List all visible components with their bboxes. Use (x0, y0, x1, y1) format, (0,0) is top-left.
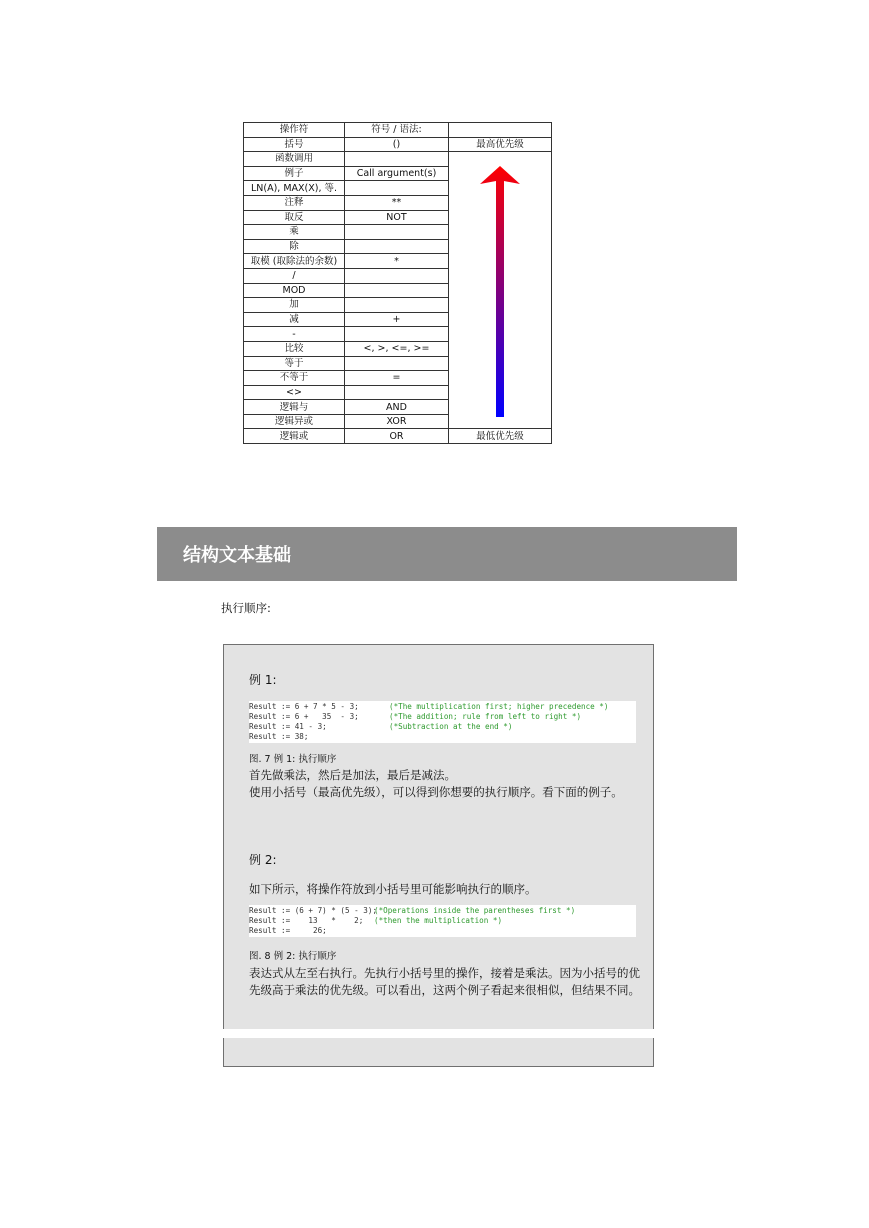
operator-cell: 括号 (244, 137, 345, 152)
operator-cell: 取模 (取除法的余数) (244, 254, 345, 269)
code-comment: (*Operations inside the parentheses first *) (374, 906, 576, 915)
operator-cell: - (244, 327, 345, 342)
symbol-cell (345, 283, 449, 298)
code-line (249, 916, 636, 926)
code-statement: Result := 13 * 2; (249, 916, 364, 925)
symbol-cell: OR (345, 429, 449, 444)
operator-cell: LN(A), MAX(X), 等. (244, 181, 345, 196)
precedence-arrow-icon (449, 152, 552, 429)
symbol-cell (345, 298, 449, 313)
code-line (249, 926, 636, 936)
execution-order-label: 执行顺序: (221, 601, 271, 615)
code-statement: Result := 26; (249, 926, 327, 935)
table-row (244, 137, 552, 152)
symbol-cell: () (345, 137, 449, 152)
symbol-cell (345, 152, 449, 167)
table-header-row (244, 123, 552, 138)
operator-cell: 注释 (244, 195, 345, 210)
operator-cell: 不等于 (244, 371, 345, 386)
table-row (244, 152, 552, 167)
example2-text: 表达式从左至右执行。先执行小括号里的操作，接着是乘法。因为小括号的优先级高于乘法的优先级。可以看出，这两个例子看起来很相似，但结果不同。 (249, 966, 640, 997)
operator-precedence-table (243, 122, 552, 444)
operator-cell: 逻辑或 (244, 429, 345, 444)
code-statement: Result := 38; (249, 732, 309, 741)
example1-text1: 首先做乘法，然后是加法，最后是减法。 (249, 768, 456, 782)
table-header-cell (449, 123, 552, 138)
example-box-footer (223, 1038, 654, 1067)
section-title: 结构文本基础 (183, 545, 291, 566)
symbol-cell (345, 385, 449, 400)
example2-code (249, 905, 636, 937)
code-statement: Result := (6 + 7) * (5 - 3); (249, 906, 378, 915)
operator-cell: / (244, 268, 345, 283)
symbol-cell: ** (345, 195, 449, 210)
example1-caption: 图. 7 例 1: 执行顺序 (249, 754, 337, 765)
operator-cell: 乘 (244, 225, 345, 240)
symbol-cell: * (345, 254, 449, 269)
section-header (157, 527, 737, 581)
operator-cell: 例子 (244, 166, 345, 181)
symbol-cell (345, 181, 449, 196)
operator-cell: 减 (244, 312, 345, 327)
code-line (249, 722, 636, 732)
symbol-cell (345, 356, 449, 371)
symbol-cell: AND (345, 400, 449, 415)
lowest-priority-label: 最低优先级 (449, 429, 552, 444)
example2-intro: 如下所示，将操作符放到小括号里可能影响执行的顺序。 (249, 882, 537, 896)
symbol-cell (345, 327, 449, 342)
symbol-cell: = (345, 371, 449, 386)
code-statement: Result := 6 + 35 - 3; (249, 712, 359, 721)
symbol-cell: NOT (345, 210, 449, 225)
example1-code (249, 701, 636, 743)
symbol-cell: <, >, <=, >= (345, 341, 449, 356)
operator-cell: 取反 (244, 210, 345, 225)
table-header-cell: 符号 / 语法: (345, 123, 449, 138)
operator-cell: 函数调用 (244, 152, 345, 167)
operator-cell: 等于 (244, 356, 345, 371)
highest-priority-label: 最高优先级 (449, 137, 552, 152)
code-statement: Result := 6 + 7 * 5 - 3; (249, 702, 359, 711)
operator-cell: 除 (244, 239, 345, 254)
code-comment: (*The addition; rule from left to right *) (389, 712, 582, 721)
operator-cell: 加 (244, 298, 345, 313)
example1-title: 例 1: (249, 673, 277, 687)
operator-cell: 逻辑异或 (244, 414, 345, 429)
code-line (249, 702, 636, 712)
table-row (244, 429, 552, 444)
symbol-cell (345, 239, 449, 254)
precedence-arrow-cell (449, 152, 552, 429)
symbol-cell (345, 268, 449, 283)
example2-title: 例 2: (249, 853, 277, 867)
code-comment: (*then the multiplication *) (374, 916, 503, 925)
code-line (249, 712, 636, 722)
symbol-cell: + (345, 312, 449, 327)
table-header-cell: 操作符 (244, 123, 345, 138)
operator-cell: 比较 (244, 341, 345, 356)
example1-text2: 使用小括号（最高优先级），可以得到你想要的执行顺序。看下面的例子。 (249, 785, 623, 799)
example-box (223, 644, 654, 1029)
symbol-cell: Call argument(s) (345, 166, 449, 181)
symbol-cell (345, 225, 449, 240)
code-comment: (*The multiplication first; higher precedence *) (389, 702, 609, 711)
code-line (249, 906, 636, 916)
example2-caption: 图. 8 例 2: 执行顺序 (249, 951, 337, 962)
symbol-cell: XOR (345, 414, 449, 429)
code-statement: Result := 41 - 3; (249, 722, 327, 731)
code-comment: (*Subtraction at the end *) (389, 722, 513, 731)
operator-cell: <> (244, 385, 345, 400)
code-line (249, 732, 636, 742)
operator-cell: 逻辑与 (244, 400, 345, 415)
operator-cell: MOD (244, 283, 345, 298)
